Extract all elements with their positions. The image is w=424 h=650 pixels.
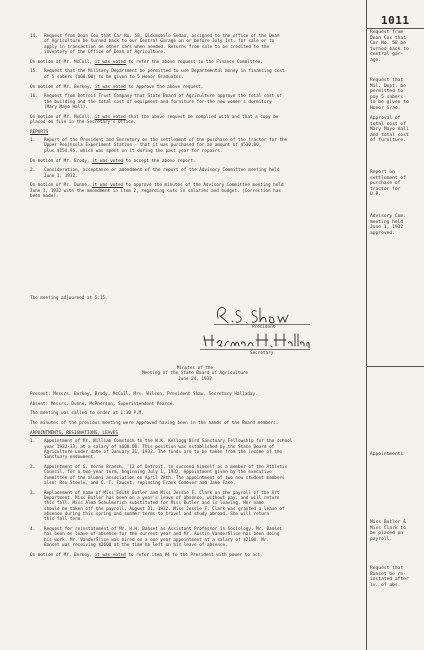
margin-note-sabers: Request that Mil. Dept. be permitted to pay 5 sabers to be given to Honor Grad. (370, 78, 409, 111)
previous-minutes-line: The minutes of the previous meeting were approved having been in the hands of the Board members. (30, 421, 279, 427)
called-to-order-line: The meeting was called to order at 1:30 P.M. (30, 411, 144, 417)
margin-note-car: Request from Dean Cox that Car No. 58 be turned back to central gar- age. (370, 30, 409, 63)
margin-note-advisory: Advisory Com. meeting held June 1, 1932 approved. (370, 214, 406, 236)
item-text: Request for reinstatement of Mr. H.H. Banset as Assistant Professor in Sociology. Mr. Banset has been on leave of absence for the current year and Mr. Austin VanderSlice has been doing his work. Mr. VanderSlice was hired on a one year appointment at a salary of $2100. Mr. Banset was receiving $2600 at the time he left on his leave of absence. (44, 527, 282, 548)
margin-notes (368, 0, 424, 650)
item-text: Replacement of name of Miss Edith Butler and Miss Jessie F. Clark on the payroll of the Art Department. Miss Butler has been on a year's leave of absence, without pay, and will return this fall. Miss Alma Schulmerich substituted for Miss Butler and is leaving. Her name should be taken off the payroll, August 31, 1932. Miss Jessie F. Clark was granted a leave of absence during this spring and summer terms to travel and study abroad. She will return this fall term. (44, 490, 285, 523)
item-number: 15. (30, 69, 38, 75)
appointments-heading: APPOINTMENTS, RESIGNATIONS, LEAVES (30, 431, 118, 437)
appointment-item-1 (30, 439, 360, 460)
item-number: 14. (30, 34, 38, 39)
minutes-heading-line3: June 24, 1932 (178, 376, 212, 382)
margin-note-banset: Request that Banset be re- instated after lv. of abs. (370, 566, 409, 588)
item-text: Appointment of Mr. William Comstock to the W.K. Kellogg Bird Sanctuary Fellowship for the school year 1932-33, at a salary of $600.00. This position was established by the State Board of Agriculture under date of January 21, 1932. The funds are to be taken from the income of the Sanctuary endowment. (44, 439, 293, 461)
minutes-heading-line1: Minutes of the (176, 366, 214, 371)
margin-note-butler-clark: Miss Butler & Miss Clark to be placed on payroll. (370, 520, 406, 542)
secretary-title: Secretary (250, 351, 274, 356)
minutes-heading (30, 366, 360, 382)
previous-minutes-section (30, 34, 360, 204)
margin-note-tractor: Report on settlement of purchase of tractor for U.P. (370, 170, 406, 198)
item-text: Request from Detroit Trust Company that State Board of Agriculture approve the total cost of the building and the total cost of equipment and furniture for the new women's dormitory (Mary Mayo Hall). (44, 94, 282, 110)
item-number: 2. (30, 168, 36, 174)
motion-15: On motion of Mr. Berkey, it was voted to approve the above request. (30, 84, 204, 90)
margin-note-appointments: Appointments (370, 452, 404, 457)
item-number: 1. (30, 439, 36, 445)
motion-14: On motion of Mr. McColl, it was voted to refer the above request to the Finance Committee. (30, 59, 263, 65)
agenda-item-14 (30, 34, 360, 55)
item-text: Consideration, acceptance or amendment of the report of the Advisory Committee meeting held June 1, 1932. (44, 168, 280, 179)
appointment-item-3 (30, 491, 360, 523)
report-item-2 (30, 168, 360, 179)
item-text: Request from Dean Cox that Car No. 58, Oldsmobile Sedan, assigned to the office of the Dean of Agriculture be turned back to our Central Garage on or before July 1st, for sale or to apply in transaction on other cars when needed. Returns from sale to be credited to the inventory of the Office of Dean of Agriculture. (44, 34, 280, 55)
item-number: 1. (30, 138, 36, 144)
item-text: Report of the President and Secretary on the settlement of the purchase of the tractor for the Upper Peninsula Experiment Station - that it was purchased for an amount of $530.00, plus $154.95, which was spent on it during the past year for repairs. (44, 138, 288, 154)
absent-line: Absent: Messrs. Dunne, McPherson, Superintendent Pearce. (30, 401, 175, 407)
minutes-section (30, 366, 360, 563)
margin-divider (366, 0, 367, 650)
motion-16: On motion of Mr. McColl, it was voted that the above request be complied with and that a copy be placed on file in the Secretary's Office. (30, 114, 279, 126)
item-number: 3. (30, 490, 36, 496)
secretary-signature-line (200, 349, 310, 350)
margin-note-mary-mayo-hall: Approval of total cost of Mary Mayo Hall and total cost of furniture. (370, 116, 409, 144)
appointment-item-2 (30, 465, 360, 486)
appointment-item-4 (30, 527, 360, 548)
signature-image (190, 302, 310, 350)
report-item-1 (30, 138, 360, 154)
report-motion-1: On motion of Mr. Brody, it was voted to accept the above report. (30, 158, 196, 164)
item-text: Request that the Military Department be permitted to use Departmental money in financing cost of 5 sabers ($60.00) to be given to 5 Honor Graduates. (44, 69, 285, 80)
item-text: Appointment of G. Verne Branch, '12 of Detroit, to succeed himself as a member of the Athletic Council, for a two-year term, beginning July 1, 1932. Appointment given by the executive committee of the alumni association on April 28th. The appointment of two new student members also: Rex Steele, and C. T. Fawcet, replacing Frank Conover and Jake Fase. (44, 465, 288, 486)
adjournment-text: The meeting adjourned at 5:15. (30, 296, 108, 301)
agenda-item-16 (30, 94, 360, 110)
present-line: Present: Messrs. Berkey, Brody, McColl, Mrs. Wilson, President Shaw, Secretary Halladay. (30, 391, 258, 397)
item-number: 4. (30, 527, 36, 533)
minutes-heading-line2: Meeting of the State Board of Agriculture (141, 371, 249, 377)
item-number: 2. (30, 465, 36, 471)
reports-heading: REPORTS (30, 129, 49, 135)
page-number: 1011 (381, 14, 410, 27)
item-number: 16. (30, 94, 38, 100)
agenda-item-15 (30, 69, 360, 80)
president-title: President (252, 325, 276, 330)
final-motion: On motion of Mr. Berkey, it was voted to refer item #4 to the President with power to act. (30, 552, 263, 558)
report-motion-2: On motion of Mr. Dunne, it was voted to approve the minutes of the Advisory Committee meeting held June 1, 1932 with the amendment in item 2, regarding cuts in salaries and budget. (Correction has been made). (30, 183, 284, 200)
signature-block (190, 302, 310, 362)
